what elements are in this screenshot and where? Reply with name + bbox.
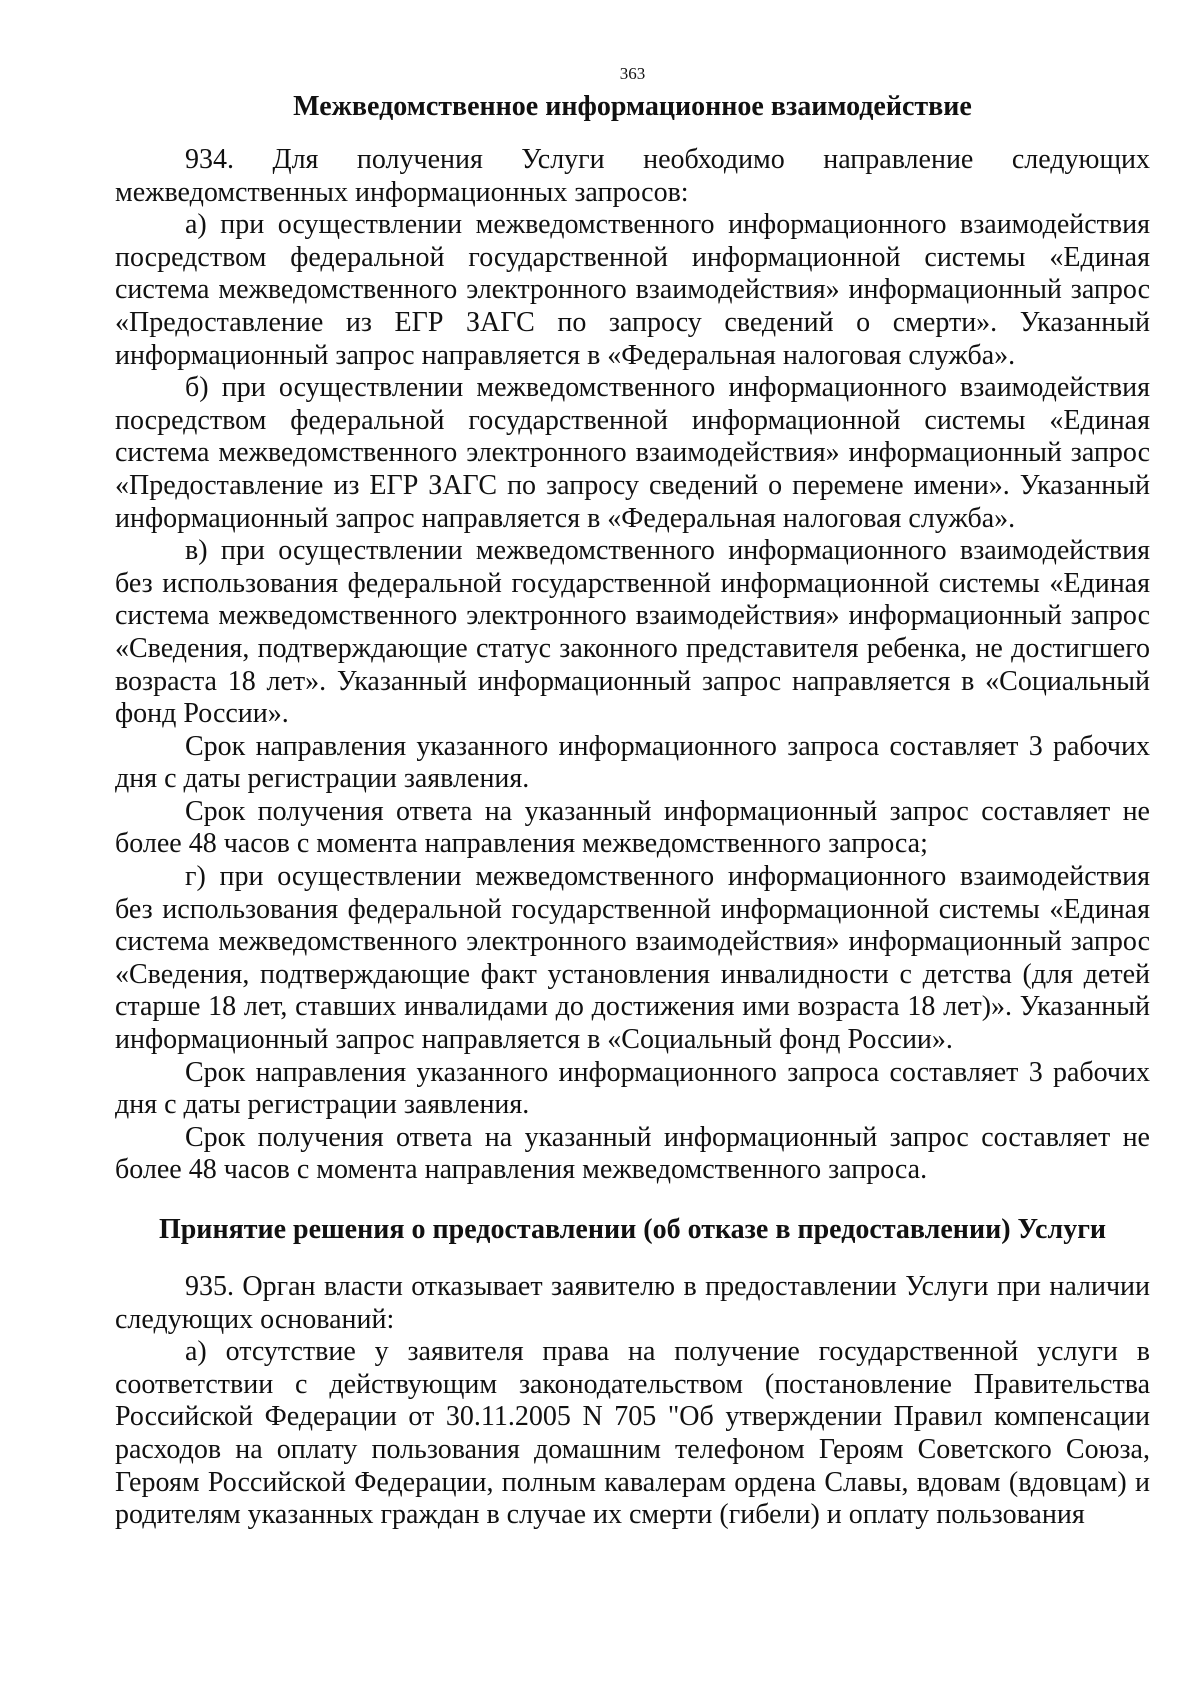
paragraph-934: 934. Для получения Услуги необходимо направление следующих межведомственных информационных запросов: bbox=[115, 144, 1150, 208]
paragraph-934-v-send-term: Срок направления указанного информационного запроса составляет 3 рабочих дня с даты регистрации заявления. bbox=[115, 730, 1150, 795]
document-page bbox=[115, 62, 1150, 1532]
page-number: 363 bbox=[619, 64, 646, 83]
section-heading-decision: Принятие решения о предоставлении (об отказе в предоставлении) Услуги bbox=[158, 1214, 1107, 1245]
section-heading-interagency: Межведомственное информационное взаимодействие bbox=[293, 91, 972, 122]
paragraph-934-g-send-term: Срок направления указанного информационного запроса составляет 3 рабочих дня с даты регистрации заявления. bbox=[115, 1056, 1150, 1121]
paragraph-934-g: г) при осуществлении межведомственного информационного взаимодействия без использования федеральной государственной информационной системы «Единая система межведомственного электронного взаимодействия» информационный запрос «Сведения, подтверждающие факт установления инвалидности с детства (для детей старше 18 лет, ставших инвалидами до достижения ими возраста 18 лет)». Указанный информационный запрос направляется в «Социальный фонд России». bbox=[115, 861, 1150, 1056]
paragraph-935: 935. Орган власти отказывает заявителю в предоставлении Услуги при наличии следующих оснований: bbox=[115, 1271, 1150, 1335]
paragraph-934-v: в) при осуществлении межведомственного информационного взаимодействия без использования федеральной государственной информационной системы «Единая система межведомственного электронного взаимодействия» информационный запрос «Сведения, подтверждающие статус законного представителя ребенка, не достигшего возраста 18 лет». Указанный информационный запрос направляется в «Социальный фонд России». bbox=[115, 535, 1150, 730]
paragraph-934-a: а) при осуществлении межведомственного информационного взаимодействия посредством федеральной государственной информационной системы «Единая система межведомственного электронного взаимодействия» информационный запрос «Предоставление из ЕГР ЗАГС по запросу сведений о смерти». Указанный информационный запрос направляется в «Федеральная налоговая служба». bbox=[115, 209, 1150, 371]
section-body-interagency bbox=[115, 144, 1150, 1187]
paragraph-935-a: а) отсутствие у заявителя права на получение государственной услуги в соответствии с действующим законодательством (постановление Правительства Российской Федерации от 30.11.2005 N 705 "Об утверждении Правил компенсации расходов на оплату пользования домашним телефоном Героям Советского Союза, Героям Российской Федерации, полным кавалерам ордена Славы, вдовам (вдовцам) и родителям указанных граждан в случае их смерти (гибели) и оплату пользования bbox=[115, 1336, 1150, 1531]
section-body-decision bbox=[115, 1271, 1150, 1532]
paragraph-934-v-response-term: Срок получения ответа на указанный информационный запрос составляет не более 48 часов с момента направления межведомственного запроса; bbox=[115, 795, 1150, 860]
paragraph-934-g-response-term: Срок получения ответа на указанный информационный запрос составляет не более 48 часов с момента направления межведомственного запроса. bbox=[115, 1121, 1150, 1186]
paragraph-934-b: б) при осуществлении межведомственного информационного взаимодействия посредством федеральной государственной информационной системы «Единая система межведомственного электронного взаимодействия» информационный запрос «Предоставление из ЕГР ЗАГС по запросу сведений о перемене имени». Указанный информационный запрос направляется в «Федеральная налоговая служба». bbox=[115, 372, 1150, 534]
